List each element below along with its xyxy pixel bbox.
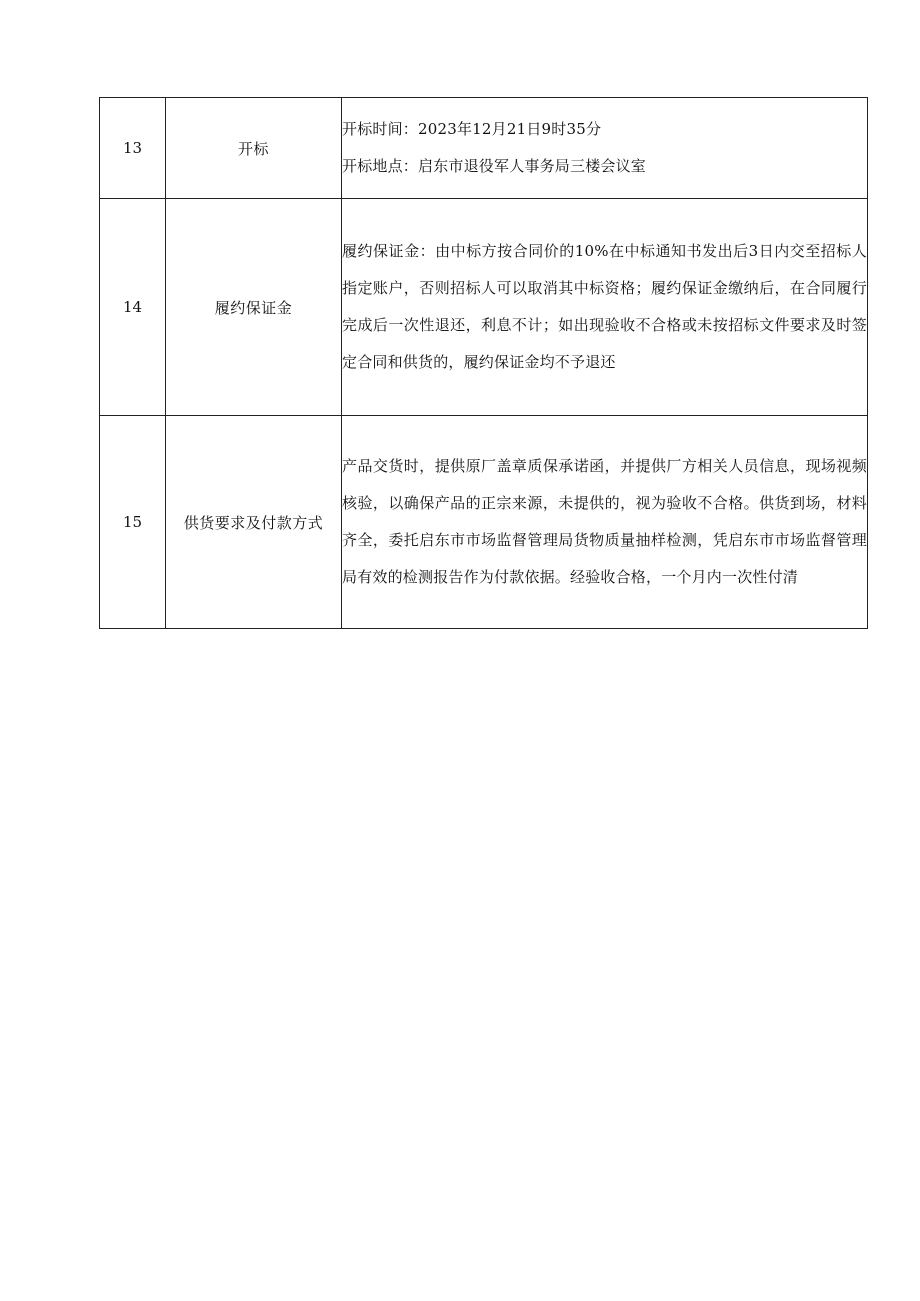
- bidding-info-table: [99, 97, 868, 629]
- table-row: [100, 416, 868, 629]
- row-item: 供货要求及付款方式: [166, 416, 342, 629]
- table-row: [100, 199, 868, 416]
- row-number: 14: [100, 199, 166, 416]
- row-item: 开标: [166, 98, 342, 199]
- performance-bond-text: 履约保证金：由中标方按合同价的10%在中标通知书发出后3日内交至招标人指定账户，否则招标人可以取消其中标资格；履约保证金缴纳后，在合同履行完成后一次性退还，利息不计；如出现验收不合格或未按招标文件要求及时签定合同和供货的，履约保证金均不予退还: [342, 242, 867, 371]
- row-content: [342, 416, 868, 629]
- opening-time-text: 开标时间：2023年12月21日9时35分: [342, 120, 602, 138]
- opening-location-text: 开标地点：启东市退役军人事务局三楼会议室: [342, 157, 647, 175]
- row-number: 15: [100, 416, 166, 629]
- row-content: [342, 98, 868, 199]
- table-row: [100, 98, 868, 199]
- row-number: 13: [100, 98, 166, 199]
- supply-payment-text: 产品交货时，提供原厂盖章质保承诺函，并提供厂方相关人员信息，现场视频核验，以确保产品的正宗来源，未提供的，视为验收不合格。供货到场，材料齐全，委托启东市市场监督管理局货物质量抽样检测，凭启东市市场监督管理局有效的检测报告作为付款依据。经验收合格，一个月内一次性付清: [342, 457, 867, 586]
- row-content: [342, 199, 868, 416]
- row-item: 履约保证金: [166, 199, 342, 416]
